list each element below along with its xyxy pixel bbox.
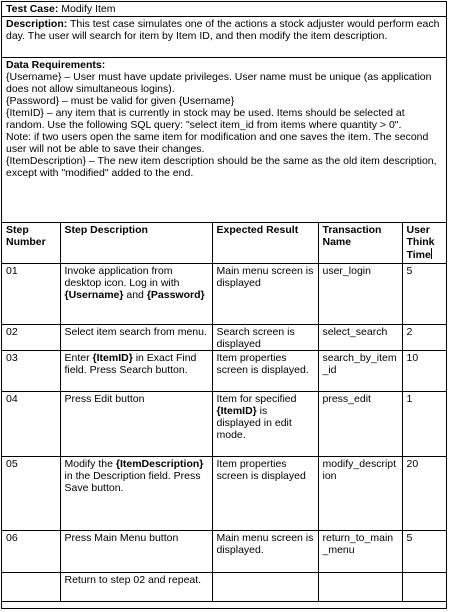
description-text: Enter [64,352,93,364]
requirement-username: {Username} – User must have update privileges. User name must be unique (as application does not allow simultaneous logins). [6,71,432,95]
step-number-cell: 05 [2,457,60,531]
step-number-cell [2,573,60,602]
think-time-cell: 10 [402,351,446,392]
requirement-password: {Password} – must be valid for given {Username} [6,95,235,107]
table-row [2,531,446,573]
think-time-cell: 20 [402,457,446,531]
parameter-token: {Username} [64,289,124,301]
test-steps-table [2,222,446,602]
transaction-name-cell: return_to_main_menu [318,531,402,573]
text-cursor [431,248,432,259]
transaction-name-cell: modify_description [318,457,402,531]
step-number-cell: 03 [2,351,60,392]
step-number-cell: 02 [2,325,60,351]
description-row [2,17,446,58]
step-number-cell: 06 [2,531,60,573]
think-time-cell: 1 [402,392,446,457]
result-text: Search screen is displayed [216,326,295,350]
description-text: Press Main Menu button [64,532,179,544]
requirement-itemdescription: {ItemDescription} – The new item description should be the same as the old item description, except with "modified" added to the end. [6,155,437,179]
data-requirements-label: Data Requirements: [6,59,106,71]
description-text: in Exact Find field. Press Search button. [64,352,197,376]
description-text: Modify the [64,458,116,470]
transaction-name-cell: select_search [318,325,402,351]
description-text: Press Edit button [64,393,145,405]
description-text: Return to step 02 and repeat. [64,574,202,586]
step-description-cell [60,264,212,325]
transaction-name-cell: press_edit [318,392,402,457]
column-header-step-number: Step Number [2,223,60,264]
step-number-cell: 01 [2,264,60,325]
think-time-cell [402,573,446,602]
description-text: Invoke application from desktop icon. Log in with [64,265,180,289]
table-row [2,457,446,531]
description-text: and [123,289,147,301]
expected-result-cell [212,325,318,351]
result-text: is displayed in edit mode. [216,405,292,441]
step-description-cell [60,457,212,531]
data-requirements-section [2,58,446,222]
table-row [2,573,446,602]
parameter-token: {Password} [146,289,205,301]
parameter-token: {ItemID} [216,405,257,417]
transaction-name-cell: search_by_item_id [318,351,402,392]
table-row [2,351,446,392]
test-case-name: Modify Item [61,3,116,15]
result-text: Item properties screen is displayed. [216,352,309,376]
step-description-cell [60,573,212,602]
think-time-cell: 5 [402,264,446,325]
table-header-row [2,223,446,264]
column-header-step-description: Step Description [60,223,212,264]
test-case-document [1,1,447,609]
table-row [2,264,446,325]
think-time-cell: 5 [402,531,446,573]
result-text: Main menu screen is displayed. [216,532,314,556]
column-header-user-think-time: User Think Time [402,223,446,264]
step-description-cell [60,325,212,351]
test-case-label: Test Case: [6,3,59,15]
table-row [2,325,446,351]
expected-result-cell [212,531,318,573]
think-time-cell: 2 [402,325,446,351]
column-header-expected-result: Expected Result [212,223,318,264]
parameter-token: {ItemDescription} [115,458,204,470]
result-text: Item for specified [216,393,297,405]
expected-result-cell [212,457,318,531]
transaction-name-cell [318,573,402,602]
parameter-token: {ItemID} [92,352,133,364]
transaction-name-cell: user_login [318,264,402,325]
test-case-title-row [2,2,446,17]
step-description-cell [60,351,212,392]
requirement-note: Note: if two users open the same item for modification and one saves the item. The second user will not be able to save their changes. [6,131,429,155]
step-description-cell [60,531,212,573]
description-text: Select item search from menu. [64,326,207,338]
description-text: This test case simulates one of the actions a stock adjuster would perform each day. The user will search for item by Item ID, and then modify the item description. [6,18,440,42]
expected-result-cell [212,392,318,457]
result-text: Main menu screen is displayed [216,265,314,289]
expected-result-cell [212,351,318,392]
description-text: in the Description field. Press Save button. [64,470,201,494]
step-description-cell [60,392,212,457]
result-text: Item properties screen is displayed [216,458,306,482]
requirement-itemid: {ItemID} – any item that is currently in stock may be used. Items should be selected at random. Use the following SQL query: "select item_id from items where quantity > 0". [6,107,405,131]
description-label: Description: [6,18,68,30]
table-row [2,392,446,457]
expected-result-cell [212,264,318,325]
column-header-transaction-name: Transaction Name [318,223,402,264]
expected-result-cell [212,573,318,602]
step-number-cell: 04 [2,392,60,457]
